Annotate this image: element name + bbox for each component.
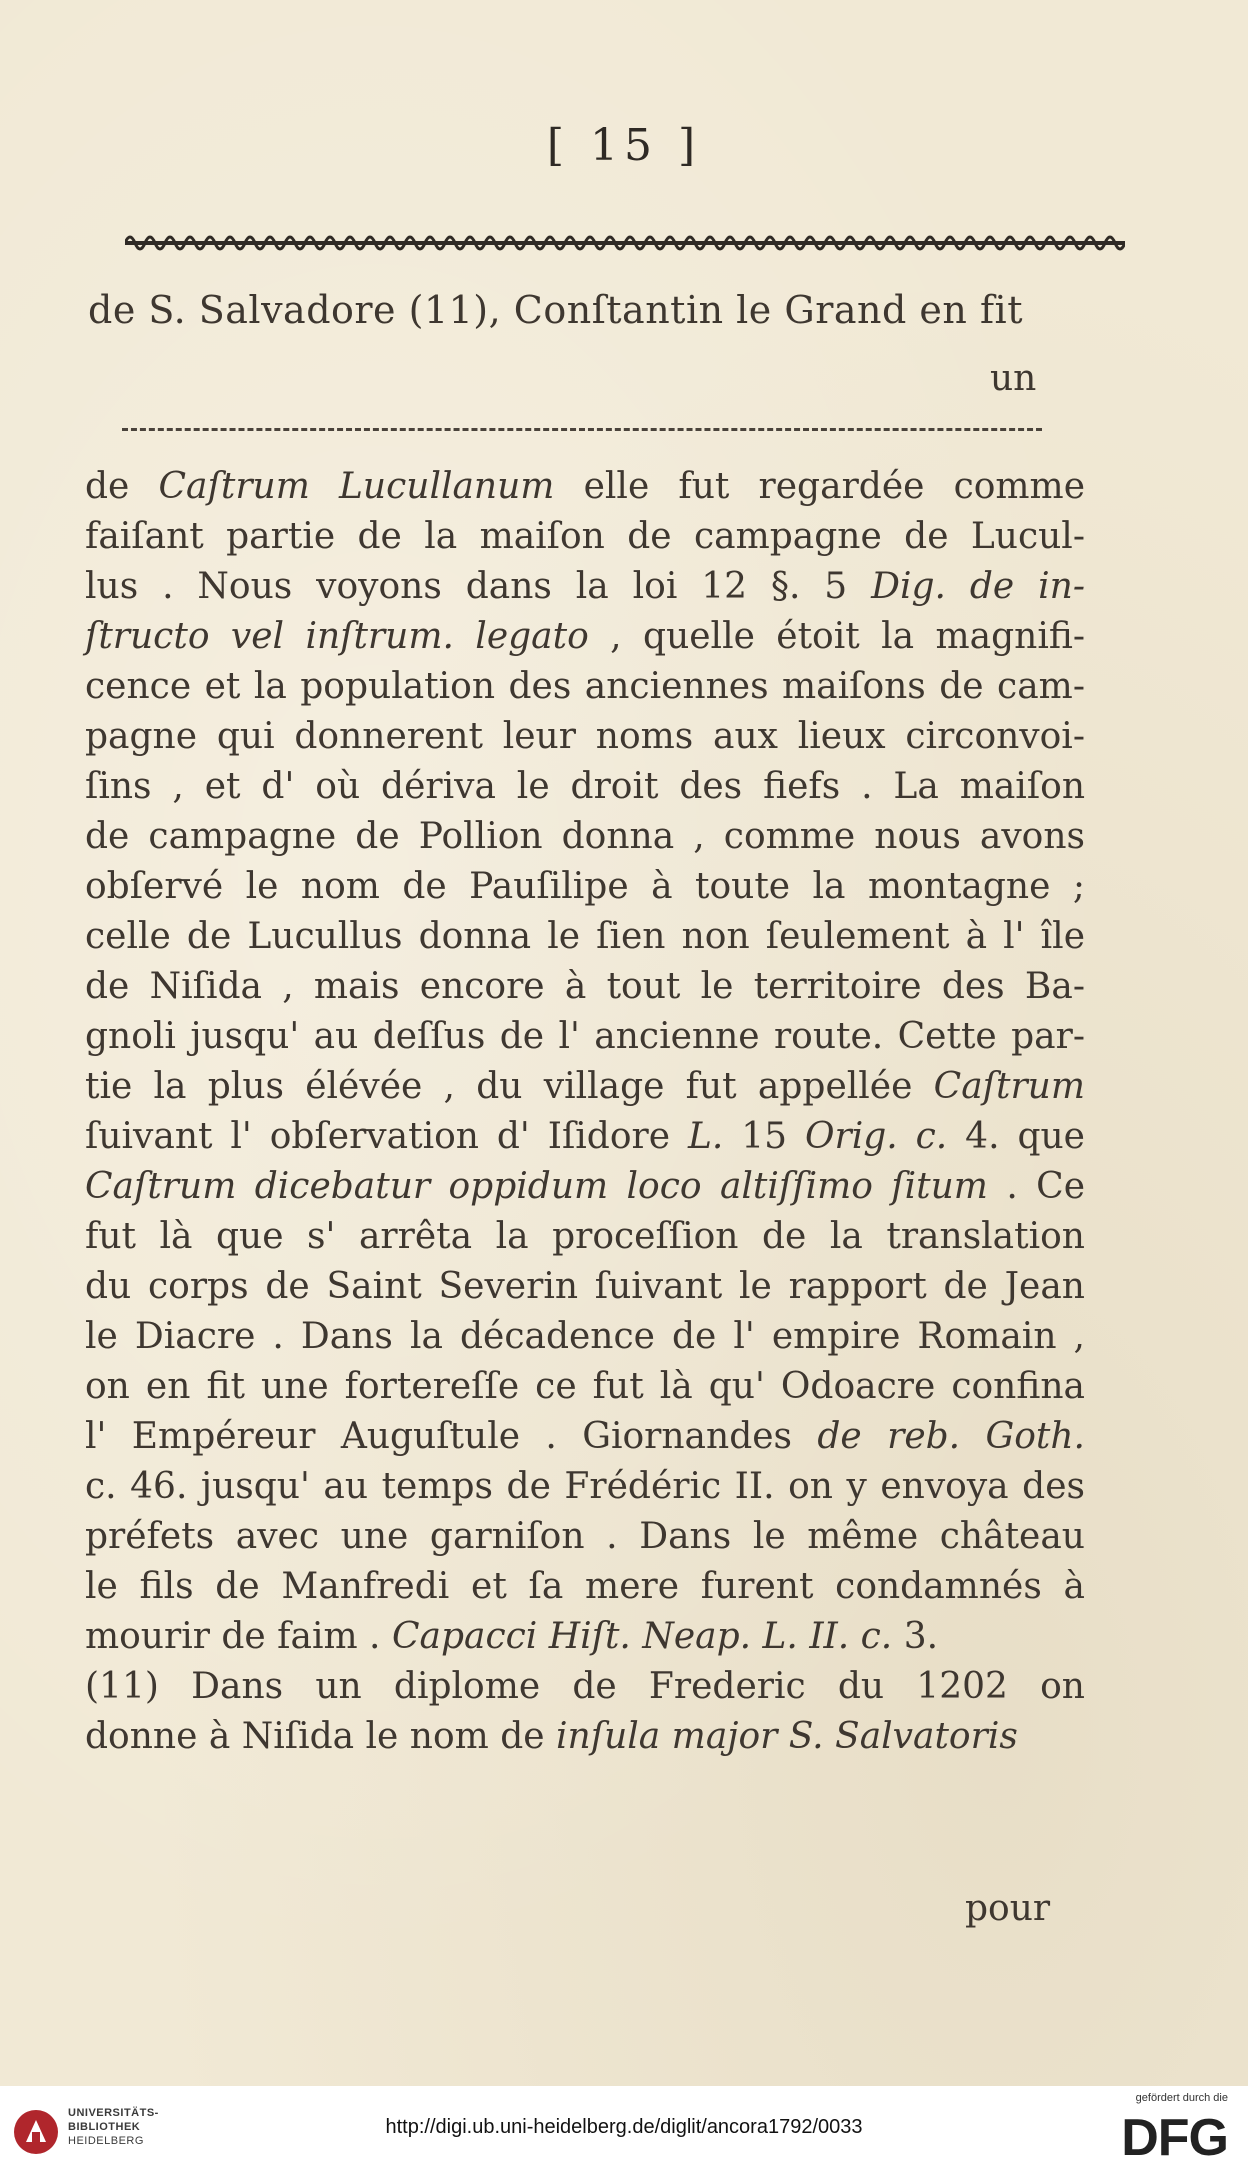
text-line <box>85 1212 1085 1262</box>
text-line <box>85 1712 1085 1762</box>
text-segment: lus . Nous voyons dans la loi 12 §. 5 <box>85 566 872 607</box>
text-line <box>85 1312 1085 1362</box>
text-line <box>85 1512 1085 1562</box>
text-segment: obſervé le nom de Pauſilipe à toute la montagne ; <box>85 866 1085 907</box>
library-name-line-3: HEIDELBERG <box>68 2135 144 2147</box>
catchword-bottom: pour <box>965 1888 1051 1929</box>
text-line <box>85 662 1085 712</box>
text-segment: fut là que s' arrêta la proceſſion de la translation <box>85 1216 1085 1257</box>
text-line <box>85 1662 1085 1712</box>
text-line <box>85 512 1085 562</box>
text-segment: 15 <box>723 1116 805 1157</box>
text-line <box>85 912 1085 962</box>
page-url-link[interactable]: http://digi.ub.uni-heidelberg.de/diglit/ancora1792/0033 <box>385 2116 863 2138</box>
text-segment: (11) Dans un diplome de Frederic du 1202 on <box>85 1666 1085 1707</box>
italic-text: Orig. c. <box>804 1116 948 1157</box>
text-line <box>85 1012 1085 1062</box>
text-segment: elle fut regardée comme <box>554 466 1086 507</box>
text-segment: mourir de faim . <box>85 1616 392 1657</box>
italic-text: Caſtrum dicebatur oppidum loco altiſſimo ſitum <box>85 1166 988 1207</box>
text-segment: 3. <box>892 1616 939 1657</box>
text-segment: ſins , et d' où dériva le droit des fiefs . La maiſon <box>85 766 1085 807</box>
sponsor-note: gefördert durch die <box>1135 2092 1228 2104</box>
text-line <box>85 462 1085 512</box>
italic-text: L. <box>687 1116 724 1157</box>
italic-text: Capacci Hiſt. Neap. L. II. c. <box>391 1616 893 1657</box>
text-segment: 4. que <box>947 1116 1085 1157</box>
body-text <box>85 462 1085 1762</box>
text-line <box>85 1412 1085 1462</box>
italic-text: inſula major S. Salvatoris <box>556 1716 1018 1757</box>
text-line <box>85 1362 1085 1412</box>
text-segment: gnoli jusqu' au deſſus de l' ancienne route. Cette par- <box>85 1016 1085 1057</box>
text-segment: le Diacre . Dans la décadence de l' empire Romain , <box>85 1316 1085 1357</box>
text-segment: c. 46. jusqu' au temps de Frédéric II. on y envoya des <box>85 1466 1085 1507</box>
text-line <box>85 1562 1085 1612</box>
text-segment: faiſant partie de la maiſon de campagne de Lucul- <box>85 516 1085 557</box>
text-segment: . Ce <box>987 1166 1085 1207</box>
text-segment: donne à Niſida le nom de <box>85 1716 557 1757</box>
italic-text: Caſtrum Lucullanum <box>158 466 555 507</box>
text-segment: de <box>85 466 159 507</box>
library-name-line-1: UNIVERSITÄTS- <box>68 2107 159 2119</box>
text-line <box>85 862 1085 912</box>
italic-text: Caſtrum <box>933 1066 1085 1107</box>
text-line <box>85 1462 1085 1512</box>
text-line <box>85 962 1085 1012</box>
text-segment: de Niſida , mais encore à tout le territoire des Ba- <box>85 966 1085 1007</box>
library-name-line-2: BIBLIOTHEK <box>68 2121 141 2133</box>
text-segment: cence et la population des anciennes maiſons de cam- <box>85 666 1085 707</box>
catchword-top: un <box>990 358 1037 399</box>
text-line <box>85 762 1085 812</box>
text-segment: préfets avec une garniſon . Dans le même château <box>85 1516 1085 1557</box>
text-line <box>85 562 1085 612</box>
text-segment: tie la plus élévée , du village fut appellée <box>85 1066 934 1107</box>
dfg-logo: DFG <box>1121 2109 1228 2167</box>
viewer-footer <box>0 2086 1248 2174</box>
separator-rule <box>122 428 1042 434</box>
text-line <box>85 1262 1085 1312</box>
text-segment: l' Empéreur Auguſtule . Giornandes <box>85 1416 818 1457</box>
text-line <box>85 812 1085 862</box>
first-text-line: de S. Salvadore (11), Conſtantin le Grand en fit <box>88 288 1023 332</box>
page-number-header: [ 15 ] <box>546 120 702 171</box>
text-segment: ſuivant l' obſervation d' Iſidore <box>85 1116 688 1157</box>
italic-text: Dig. de in- <box>871 566 1085 607</box>
text-line <box>85 712 1085 762</box>
text-segment: pagne qui donnerent leur noms aux lieux circonvoi- <box>85 716 1085 757</box>
text-line <box>85 1612 1085 1662</box>
italic-text: ſtructo vel inſtrum. legato <box>85 616 589 657</box>
text-line <box>85 612 1085 662</box>
text-line <box>85 1162 1085 1212</box>
italic-text: de reb. Goth. <box>817 1416 1086 1457</box>
text-line <box>85 1112 1085 1162</box>
text-line <box>85 1062 1085 1112</box>
text-segment: celle de Lucullus donna le ſien non ſeulement à l' île <box>85 916 1085 957</box>
ornamental-border <box>125 228 1125 258</box>
text-segment: , quelle étoit la magnifi- <box>588 616 1086 657</box>
text-segment: de campagne de Pollion donna , comme nous avons <box>85 816 1085 857</box>
text-segment: du corps de Saint Severin ſuivant le rapport de Jean <box>85 1266 1085 1307</box>
text-segment: on en fit une fortereſſe ce fut là qu' Odoacre confina <box>85 1366 1085 1407</box>
text-segment: le fils de Manfredi et ſa mere furent condamnés à <box>85 1566 1085 1607</box>
